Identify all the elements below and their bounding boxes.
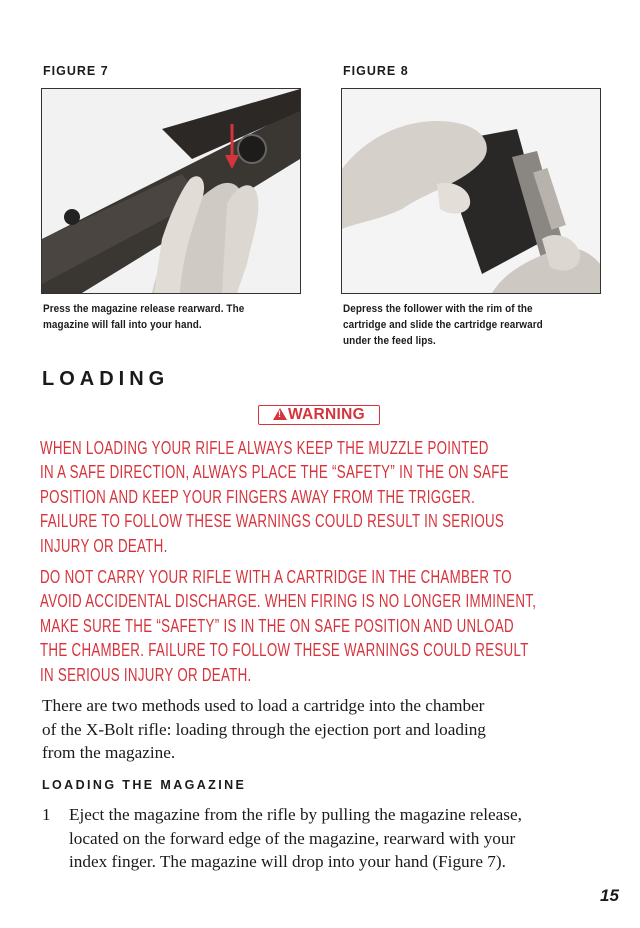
warning-line: IN SERIOUS INJURY OR DEATH. bbox=[40, 664, 252, 685]
subheading-loading-the-magazine: LOADING THE MAGAZINE bbox=[42, 778, 247, 792]
step-line: located on the forward edge of the magazine, rearward with your bbox=[69, 828, 516, 848]
warning-line: DO NOT CARRY YOUR RIFLE WITH A CARTRIDGE IN THE CHAMBER TO bbox=[40, 567, 512, 587]
figure-8-caption bbox=[343, 301, 598, 349]
figure-7-photo bbox=[41, 88, 301, 294]
figure-7-caption bbox=[43, 301, 298, 333]
warning-line: INJURY OR DEATH. bbox=[40, 535, 168, 556]
intro-line: from the magazine. bbox=[42, 743, 176, 762]
figure-8-label: FIGURE 8 bbox=[343, 64, 409, 78]
figure-8-photo bbox=[341, 88, 601, 294]
warning-triangle-icon bbox=[273, 408, 287, 420]
page-number: 15 bbox=[600, 886, 619, 905]
step-text bbox=[69, 803, 522, 874]
caption-line: magazine will fall into your hand. bbox=[43, 319, 202, 331]
step-line: index finger. The magazine will drop into your hand (Figure 7). bbox=[69, 852, 506, 871]
warning-line: AVOID ACCIDENTAL DISCHARGE. WHEN FIRING IS NO LONGER IMMINENT, bbox=[40, 591, 537, 612]
warning-line: WHEN LOADING YOUR RIFLE ALWAYS KEEP THE MUZZLE POINTED bbox=[40, 438, 489, 458]
intro-line: There are two methods used to load a cartridge into the chamber bbox=[42, 696, 485, 715]
warning-paragraph-2 bbox=[40, 565, 537, 687]
step-line: Eject the magazine from the rifle by pulling the magazine release, bbox=[69, 805, 522, 824]
step-number: 1 bbox=[42, 805, 51, 824]
caption-line: under the feed lips. bbox=[343, 335, 436, 347]
warning-line: THE CHAMBER. FAILURE TO FOLLOW THESE WARNINGS COULD RESULT bbox=[40, 640, 529, 661]
section-title: LOADING bbox=[42, 368, 170, 390]
warning-badge bbox=[258, 405, 380, 425]
warning-line: MAKE SURE THE “SAFETY” IS IN THE ON SAFE POSITION AND UNLOAD bbox=[40, 615, 514, 636]
warning-line: FAILURE TO FOLLOW THESE WARNINGS COULD RESULT IN SERIOUS bbox=[40, 511, 505, 532]
warning-label: WARNING bbox=[287, 406, 365, 423]
figure-7-label: FIGURE 7 bbox=[43, 64, 109, 78]
caption-line: Depress the follower with the rim of the bbox=[343, 303, 533, 315]
warning-paragraph-1 bbox=[40, 436, 514, 558]
intro-paragraph bbox=[42, 694, 486, 765]
caption-line: Press the magazine release rearward. The bbox=[43, 303, 245, 315]
caption-line: cartridge and slide the cartridge rearward bbox=[343, 319, 543, 331]
intro-line: of the X-Bolt rifle: loading through the ejection port and loading bbox=[42, 719, 486, 739]
warning-line: POSITION AND KEEP YOUR FINGERS AWAY FROM THE TRIGGER. bbox=[40, 486, 476, 507]
warning-line: IN A SAFE DIRECTION, ALWAYS PLACE THE “SAFETY” IN THE ON SAFE bbox=[40, 462, 509, 483]
